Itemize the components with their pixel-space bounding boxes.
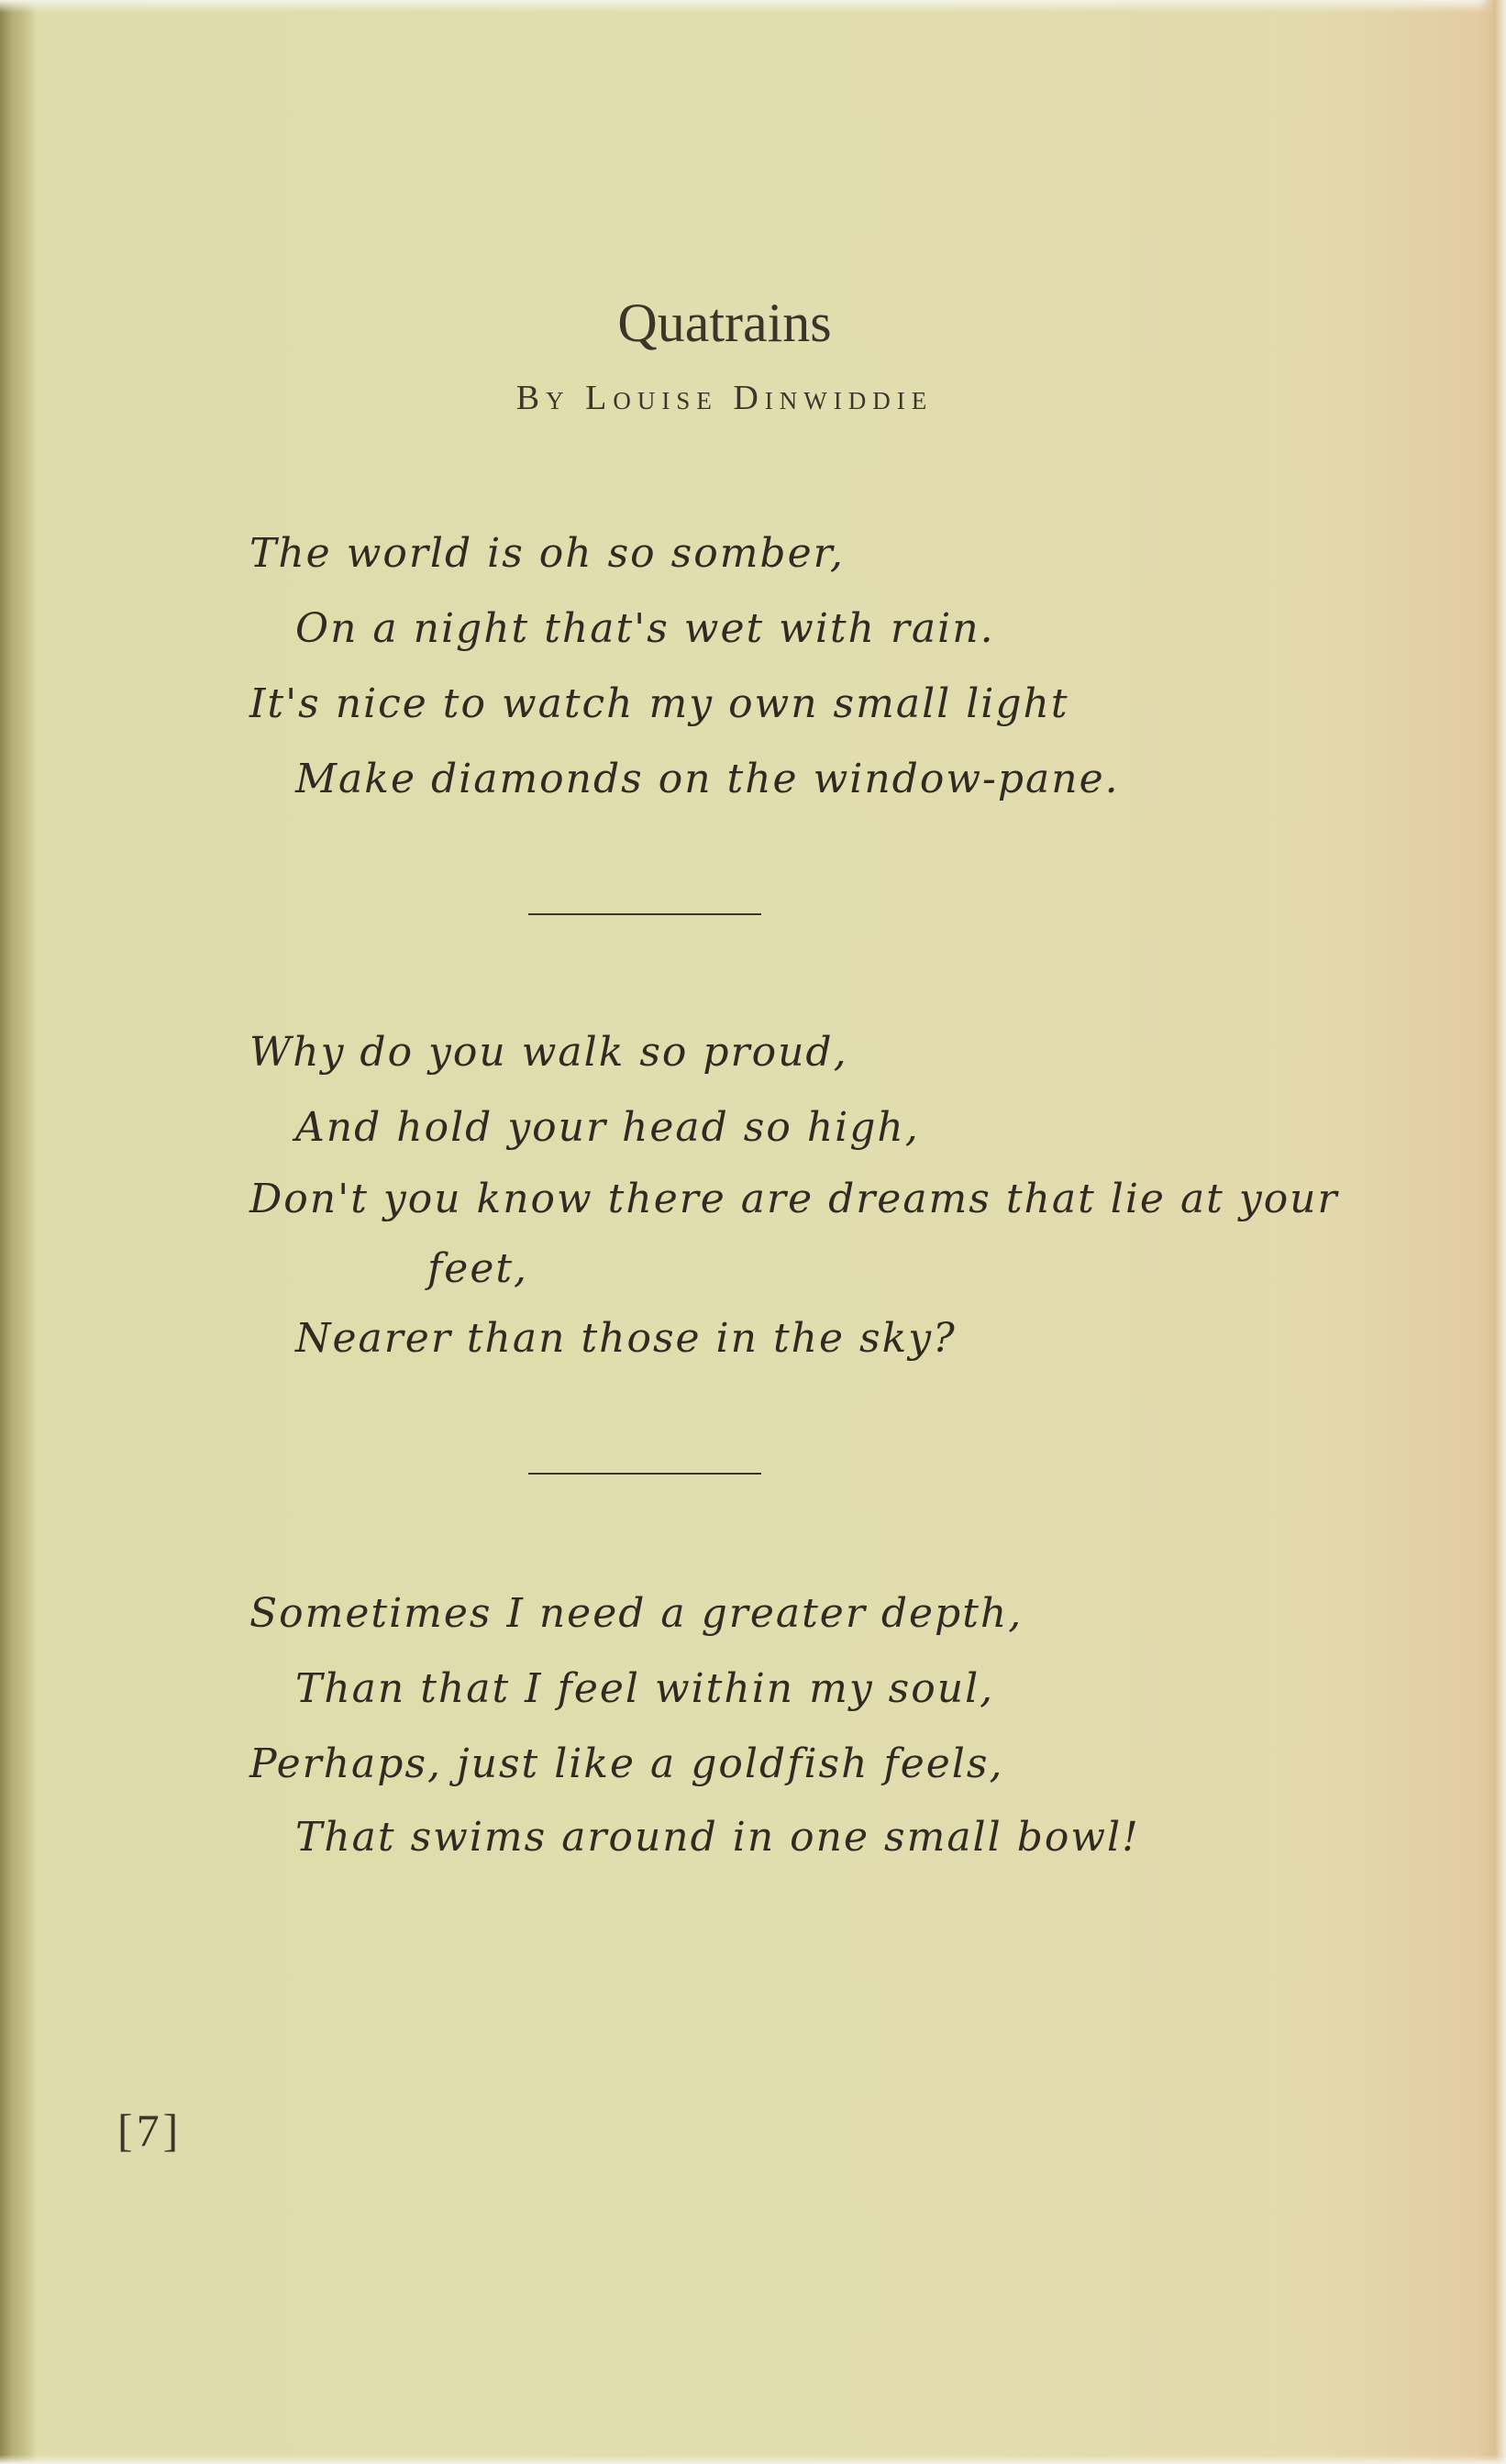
verse-line: It's nice to watch my own small light [249,680,1069,727]
author-byline: By Louise Dinwiddie [515,379,934,417]
verse-line: feet, [427,1245,529,1292]
verse-line: That swims around in one small bowl! [295,1814,1140,1861]
verse-line: Nearer than those in the sky? [295,1315,957,1362]
page-right-edge [1478,0,1506,2464]
page-spine-shadow [0,0,37,2464]
stanza-divider-rule [528,1473,761,1475]
verse-line: Don't you know there are dreams that lie at your [249,1176,1339,1222]
verse-line: The world is oh so somber, [249,530,845,577]
poem-title: Quatrains [617,293,832,353]
page-number: [7] [117,2105,183,2156]
verse-line: And hold your head so high, [295,1104,920,1151]
stanza-divider-rule [528,913,761,915]
page-top-edge [0,0,1506,13]
verse-line: Make diamonds on the window-pane. [295,756,1120,802]
verse-line: Sometimes I need a greater depth, [249,1590,1024,1637]
page-bottom-edge [0,2455,1506,2464]
verse-line: Perhaps, just like a goldfish feels, [249,1740,1004,1787]
verse-line: On a night that's wet with rain. [295,605,995,652]
verse-line: Than that I feel within my soul, [295,1665,995,1712]
verse-line: Why do you walk so proud, [249,1029,848,1076]
